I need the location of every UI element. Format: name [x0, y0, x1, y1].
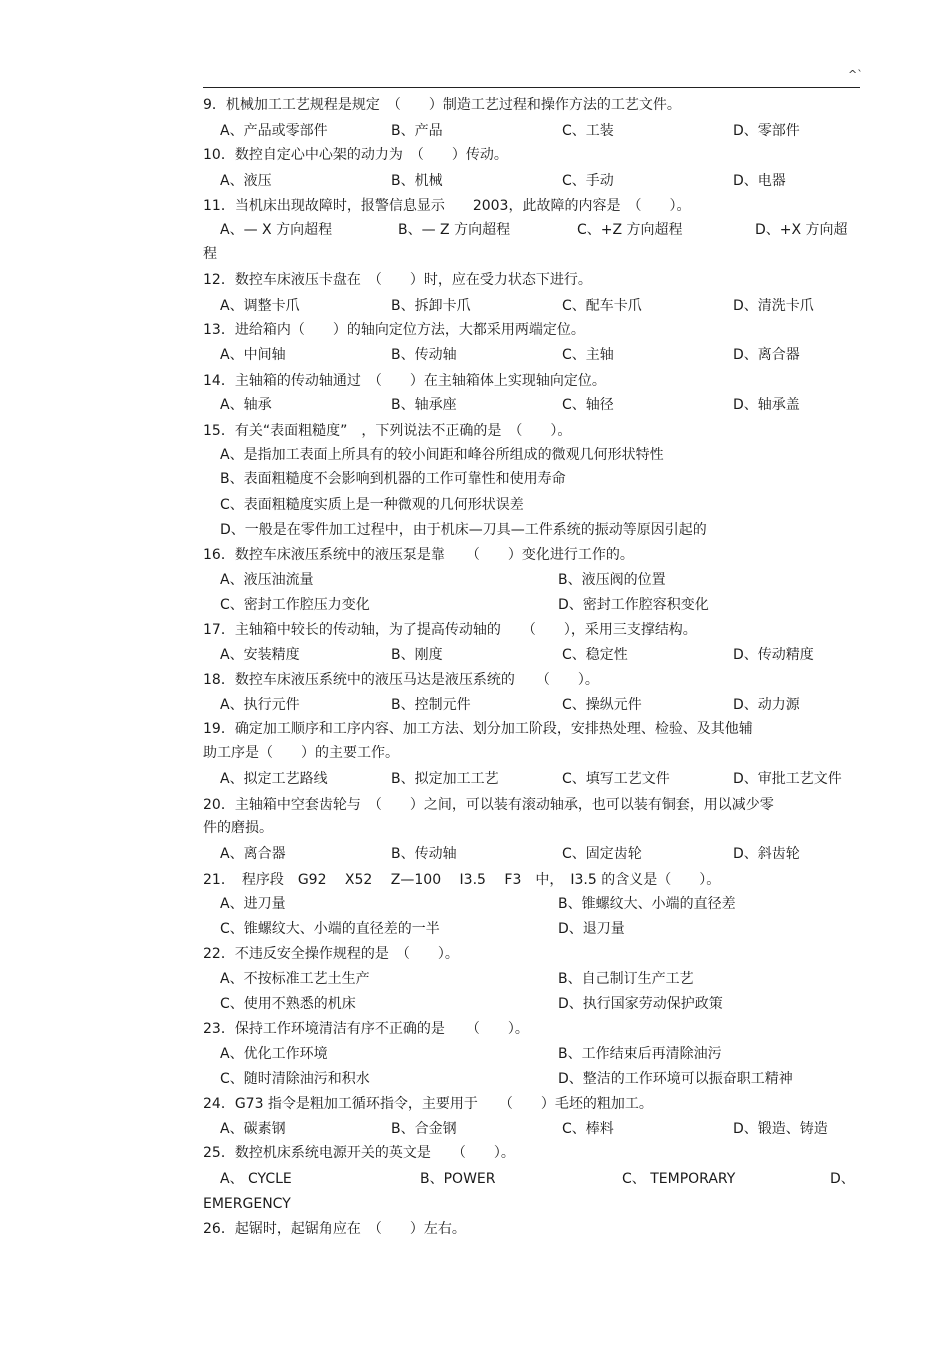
answer-option: C、稳定性 [562, 647, 628, 663]
question-stem: 15．有关“表面粗糙度” ，下列说法不正确的是 （ ）。 [203, 423, 572, 439]
answer-option: A、碳素钢 [220, 1121, 286, 1137]
answer-option: A、液压油流量 [220, 572, 314, 588]
question-stem: 10．数控自定心中心架的动力为 （ ）传动。 [203, 147, 508, 163]
answer-option: A、调整卡爪 [220, 298, 300, 314]
answer-option: C、配车卡爪 [562, 298, 642, 314]
answer-option: D、零部件 [733, 123, 800, 139]
answer-option: B、合金钢 [391, 1121, 457, 1137]
answer-option: A、中间轴 [220, 347, 286, 363]
answer-option: B、传动轴 [391, 347, 457, 363]
question-stem: 20．主轴箱中空套齿轮与 （ ）之间，可以装有滚动轴承，也可以装有铜套，用以减少零 [203, 797, 774, 813]
answer-option: C、锥螺纹大、小端的直径差的一半 [220, 921, 440, 937]
answer-option: A、优化工作环境 [220, 1046, 328, 1062]
answer-option: D、传动精度 [733, 647, 814, 663]
answer-option: B、工作结束后再清除油污 [558, 1046, 722, 1062]
question-stem: 11．当机床出现故障时，报警信息显示 2003，此故障的内容是 （ ）。 [203, 198, 691, 214]
answer-option: D、密封工作腔容积变化 [558, 597, 709, 613]
answer-option: A、进刀量 [220, 896, 286, 912]
option-wrap: 程 [203, 246, 217, 262]
answer-option: A、液压 [220, 173, 272, 189]
question-stem: 9．机械加工工艺规程是规定 （ ）制造工艺过程和操作方法的工艺文件。 [203, 97, 681, 113]
question-stem-continued: 助工序是（ ）的主要工作。 [203, 745, 399, 761]
question-stem: 14．主轴箱的传动轴通过 （ ）在主轴箱体上实现轴向定位。 [203, 373, 606, 389]
question-stem: 17．主轴箱中较长的传动轴，为了提高传动轴的 （ ），采用三支撑结构。 [203, 622, 697, 638]
answer-option: C、手动 [562, 173, 614, 189]
option-wrap: EMERGENCY [203, 1196, 291, 1212]
answer-option: D、斜齿轮 [733, 846, 800, 862]
answer-option: C、主轴 [562, 347, 614, 363]
answer-option: A、不按标准工艺土生产 [220, 971, 370, 987]
answer-option: B、轴承座 [391, 397, 457, 413]
answer-option: B、机械 [391, 173, 443, 189]
answer-option: C、操纵元件 [562, 697, 642, 713]
answer-option: B、— Z 方向超程 [398, 222, 511, 238]
answer-option: B、POWER [420, 1171, 496, 1187]
answer-option: D、离合器 [733, 347, 800, 363]
answer-option: A、拟定工艺路线 [220, 771, 328, 787]
answer-option: B、传动轴 [391, 846, 457, 862]
answer-option: A、轴承 [220, 397, 272, 413]
question-stem: 23．保持工作环境清洁有序不正确的是 （ ）。 [203, 1021, 529, 1037]
answer-option: B、刚度 [391, 647, 443, 663]
answer-option: C、表面粗糙度实质上是一种微观的几何形状误差 [220, 497, 524, 513]
answer-option: A、安装精度 [220, 647, 300, 663]
answer-option: C、填写工艺文件 [562, 771, 670, 787]
question-stem: 13．进给箱内（ ）的轴向定位方法，大都采用两端定位。 [203, 322, 585, 338]
answer-option: B、产品 [391, 123, 443, 139]
answer-option: C、棒料 [562, 1121, 614, 1137]
answer-option: D、+X 方向超 [755, 222, 848, 238]
answer-option: D、执行国家劳动保护政策 [558, 996, 723, 1012]
question-stem: 24．G73 指令是粗加工循环指令，主要用于 （ ）毛坯的粗加工。 [203, 1096, 653, 1112]
answer-option: C、轴径 [562, 397, 614, 413]
answer-option: D、锻造、铸造 [733, 1121, 828, 1137]
header-mark: ^` [848, 68, 863, 81]
answer-option: A、离合器 [220, 846, 286, 862]
question-stem: 26．起锯时，起锯角应在 （ ）左右。 [203, 1221, 466, 1237]
answer-option: C、 TEMPORARY [622, 1171, 736, 1187]
question-stem: 21． 程序段 G92 X52 Z—100 I3.5 F3 中， I3.5 的含义是（ ）。 [203, 872, 721, 888]
question-stem: 22．不违反安全操作规程的是 （ ）。 [203, 946, 459, 962]
question-stem: 16．数控车床液压系统中的液压泵是靠 （ ）变化进行工作的。 [203, 547, 634, 563]
answer-option: D、一般是在零件加工过程中，由于机床—刀具—工件系统的振动等原因引起的 [220, 522, 707, 538]
answer-option: C、+Z 方向超程 [577, 222, 683, 238]
answer-option: B、控制元件 [391, 697, 471, 713]
answer-option: D、审批工艺文件 [733, 771, 842, 787]
question-stem: 19．确定加工顺序和工序内容、加工方法、划分加工阶段，安排热处理、检验、及其他辅 [203, 721, 753, 737]
answer-option: D、动力源 [733, 697, 800, 713]
answer-option: D、整洁的工作环境可以振奋职工精神 [558, 1071, 793, 1087]
question-stem: 18．数控车床液压系统中的液压马达是液压系统的 （ ）。 [203, 672, 599, 688]
answer-option: A、 CYCLE [220, 1171, 292, 1187]
answer-option: B、锥螺纹大、小端的直径差 [558, 896, 736, 912]
question-stem: 25．数控机床系统电源开关的英文是 （ ）。 [203, 1145, 515, 1161]
answer-option: C、使用不熟悉的机床 [220, 996, 356, 1012]
header-rule [203, 87, 860, 88]
answer-option: B、拟定加工工艺 [391, 771, 499, 787]
answer-option: D、清洗卡爪 [733, 298, 814, 314]
question-stem: 12．数控车床液压卡盘在 （ ）时，应在受力状态下进行。 [203, 272, 592, 288]
answer-option: D、轴承盖 [733, 397, 800, 413]
answer-option: B、拆卸卡爪 [391, 298, 471, 314]
answer-option: D、退刀量 [558, 921, 625, 937]
answer-option: A、执行元件 [220, 697, 300, 713]
question-stem-continued: 件的磨损。 [203, 820, 273, 836]
answer-option: A、— X 方向超程 [220, 222, 333, 238]
answer-option: C、工装 [562, 123, 614, 139]
answer-option: C、密封工作腔压力变化 [220, 597, 370, 613]
answer-option: B、表面粗糙度不会影响到机器的工作可靠性和使用寿命 [220, 471, 566, 487]
answer-option: D、 [830, 1171, 855, 1187]
answer-option: A、是指加工表面上所具有的较小间距和峰谷所组成的微观几何形状特性 [220, 447, 664, 463]
answer-option: B、自己制订生产工艺 [558, 971, 694, 987]
answer-option: C、随时清除油污和积水 [220, 1071, 370, 1087]
answer-option: C、固定齿轮 [562, 846, 642, 862]
answer-option: B、液压阀的位置 [558, 572, 666, 588]
answer-option: A、产品或零部件 [220, 123, 328, 139]
answer-option: D、电器 [733, 173, 786, 189]
